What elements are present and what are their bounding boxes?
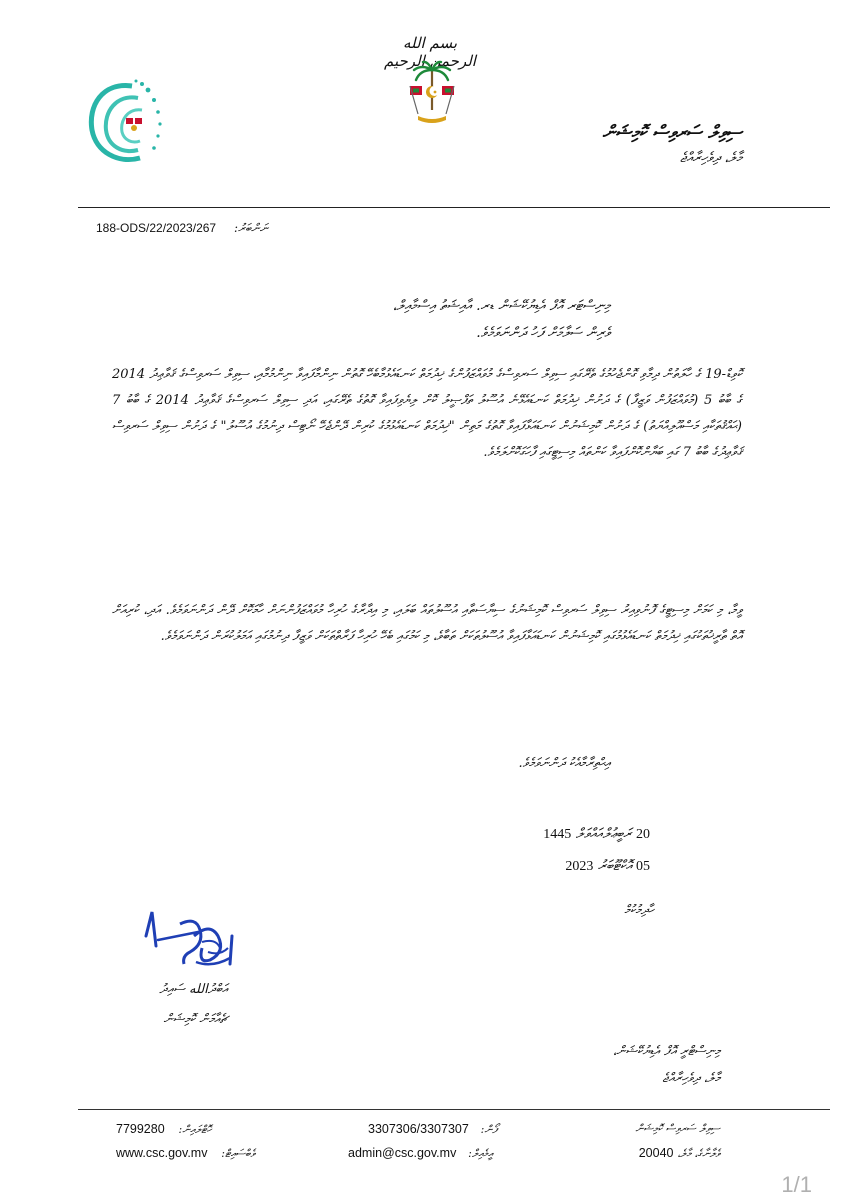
footer-postcode: 20040 <box>638 1146 674 1160</box>
footer-hotline-label: ހޮޓްލައިން: <box>178 1123 212 1136</box>
footer-hotline: 7799280 <box>116 1122 165 1136</box>
footer-address-line2 <box>639 1146 720 1161</box>
org-name: ސިވިލް ސަރވިސް ކޮމިޝަން <box>602 122 742 143</box>
hijri-month: ރަބީޢުލްއައްވަލް <box>575 826 632 842</box>
footer-email[interactable]: admin@csc.gov.mv <box>348 1146 457 1160</box>
reference-label: ނަންބަރު: <box>234 221 268 235</box>
signer-title: ޗެއާމަން ކޮމިޝަން <box>163 1012 228 1027</box>
hijri-year: 1445 <box>543 827 572 842</box>
cc-line-2: މާލެ، ދިވެހިރާއްޖެ <box>662 1071 720 1086</box>
header-divider <box>78 207 830 208</box>
bismillah: بسم الله الرحمن الرحيم <box>384 34 476 70</box>
csc-logo-icon <box>82 78 164 170</box>
footer-city: ވެލާނާގެ، މާލެ، <box>677 1147 720 1160</box>
page-counter: 1/1 <box>781 1172 812 1197</box>
hijri-date <box>543 826 650 843</box>
greg-month: އޮކްޓޫބަރު <box>597 858 632 874</box>
footer-phone: 3307306/3307307 <box>368 1122 469 1136</box>
greg-day: 05 <box>636 859 650 874</box>
signer-name: އަބްދުالله ސައިދު <box>159 982 228 997</box>
closing-line: އިޙްތިރާމާއެކު ދަންނަވަމެވެ. <box>518 756 610 771</box>
greg-year: 2023 <box>565 859 594 874</box>
footer-email-row <box>348 1146 493 1161</box>
state-emblem-icon <box>404 58 460 128</box>
footer-address-line1: ސިވިލް ސަރވިސް ކޮމިޝަން <box>635 1122 720 1135</box>
footer-website-label: ވެބްސައިޓް: <box>221 1147 256 1160</box>
footer-divider <box>78 1109 830 1110</box>
body-paragraph-2: ވީމާ، މި ކަމަށް މިސިޓީގެ ފޮނުވިއިރު ސިވިލް ސަރވިސް ކޮމިޝަނުގެ ސިޔާސަތާއި އުސޫލުތައް ބަލައި، މި އިދާރާގެ ހުރިހާ މުވައްޒަފުންނަށް ހާމަކޮށް ދޭން ދަންނަވަމެވެ. އަދި، ކުރިއަށް އޮތް ތާރީޚުތަކުގައި ޚިދުމަތް ކަނޑައެޅުމުގައި ކޮމިޝަނުން ކަނޑައަޅާފައިވާ އުސޫލުތަކަށް ތަބާވެ، މި ކަމުގައި ބެހޭ ހުރިހާ ފަރާތްތަކަށް ވަޒީފާ ދިނުމުގައި އަމަލުކުރަން ދަންނަވަމެވެ. <box>112 603 742 644</box>
footer-website[interactable]: www.csc.gov.mv <box>116 1146 208 1160</box>
org-city: މާލެ، ދިވެހިރާއްޖެ <box>679 150 742 166</box>
footer-email-label: އީމެއިލް: <box>468 1147 493 1160</box>
reference-number: 188-ODS/22/2023/267 <box>96 221 217 235</box>
footer-phone-label: ފޯން: <box>480 1123 498 1136</box>
footer-hotline-row <box>116 1122 211 1137</box>
hijri-day: 20 <box>636 827 650 842</box>
footer-phone-row <box>368 1122 497 1137</box>
handwritten-signature <box>138 902 248 980</box>
footer-website-row <box>116 1146 255 1161</box>
salutation-line: ވެރިން ސަލާމަށް ފަހު ދަންނަވަމެވެ. <box>476 325 610 341</box>
signature-heading: ހާދިމުކުމް <box>624 903 654 918</box>
cc-line-1: މިނިސްޓްރީ އޮފް އެޑިޔުކޭޝަން، <box>612 1044 720 1059</box>
body-paragraph-1: ކޮވިޑް-19 ގެ ހާލަތުން ދިމާވި ގޮންޖެހުމުގެ ތެރޭގައި ސިވިލް ސަރވިސްގެ މުވައްޒަފުންގެ ޚިދުމަތް ކަނޑައެޅުމާބެހޭ ގޮތުން ނިންމާފައިވާ ނިންމުމާއި، ސިވިލް ސަރވިސްގެ ޤަވާޢިދު 2014 ގެ ބާބު 5 (މުވައްޒަފުން ވަޒީފާ) ގެ ދަށުން ޚިދުމަތް ކަނޑައެޅޭނެ އުސޫލު ތަފްޞީލު ކޮށް ލިޔެވިފައިވާ ގޮތުގެ ތެރޭގައި، އަދި ސިވިލް ސަރވިސްގެ ޤަވާޢިދު 2014 ގެ ބާބު 7 (ޙައްޤުތަކާއި މަސްއޫލިއްޔަތު) ގެ ދަށުން ކޮމިޝަނުން ކަނޑައަޅާފައިވާ ގޮތުގެ މަތިން "ޚިދުމަތް ކަނޑައެޅުމުގެ ކުރިން ދޭންޖެހޭ ނޯޓިސް ދިނުމުގެ އުސޫލު" ގެ ދަށުން ސިވިލް ސަރވިސް ޤަވާޢިދުގެ ބާބު 7 ގައި ބަޔާންކޮށްފައިވާ ކަންތައް މިސިޓީގައި ފާހަގަކޮށްލަމެވެ. <box>112 367 742 460</box>
addressee-line: މިނިސްޓަރ އޮފް އެޑިޔުކޭޝަން ޑރ. އާއިޝަތު އިސްމާއިލް، <box>392 298 610 314</box>
gregorian-date <box>565 858 650 875</box>
